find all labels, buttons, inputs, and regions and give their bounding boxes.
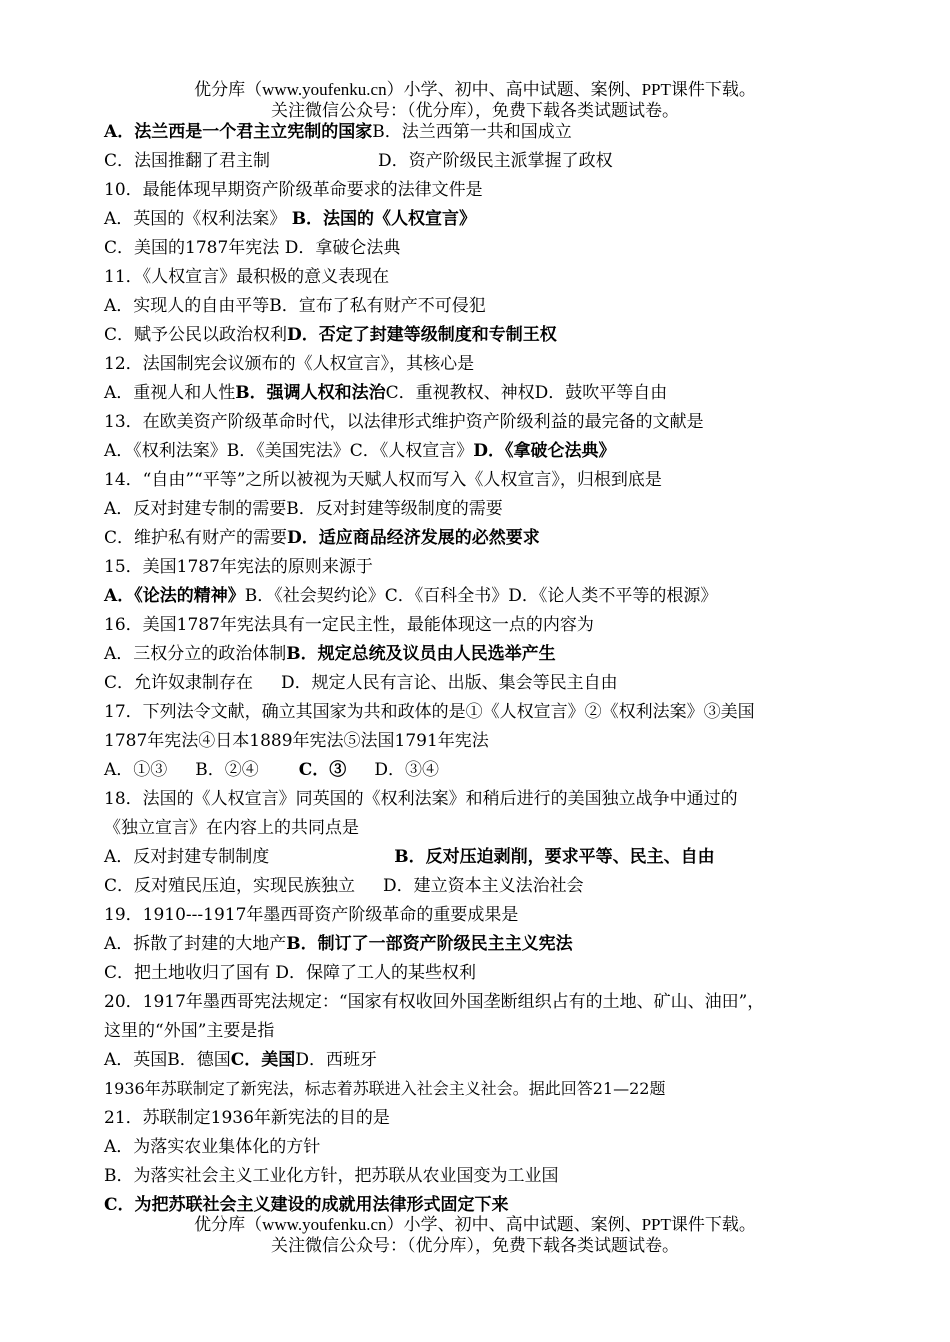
q11-option-c: C．赋予公民以政治权利 [104, 325, 288, 345]
footer-line-2: 关注微信公众号：（优分库），免费下载各类试题试卷。 [271, 1236, 679, 1255]
q18-option-a: A．反对封建专制制度 [104, 847, 270, 867]
q9-option-b: B．法兰西第一共和国成立 [372, 122, 572, 142]
q13-option-b: B．《美国宪法》 [226, 441, 350, 461]
q21-option-a: A．为落实农业集体化的方针 [104, 1137, 321, 1157]
q13-option-c: C．《人权宣言》 [349, 441, 474, 461]
q16-stem: 16．美国1787年宪法具有一定民主性，最能体现这一点的内容为 [104, 615, 594, 635]
header-line-2: 关注微信公众号：（优分库），免费下载各类试题试卷。 [271, 101, 679, 120]
footer-line-1: 优分库（www.youfenku.cn）小学、初中、高中试题、案例、PPT课件下载。 [194, 1215, 756, 1234]
q20-options [104, 1048, 890, 1072]
q18-stem-line1: 18．法国的《人权宣言》同英国的《权利法案》和稍后进行的美国独立战争中通过的 [104, 789, 738, 809]
q20-stem-line2: 这里的“外国”主要是指 [104, 1021, 275, 1041]
q9-options-row1 [104, 120, 890, 144]
q16-option-b: B．规定总统及议员由人民选举产生 [286, 644, 556, 664]
q10-option-b: B．法国的《人权宣言》 [291, 209, 477, 229]
q11-options-row2 [104, 323, 890, 347]
q12-option-a: A．重视人和人性 [104, 383, 236, 403]
q18-options-row2 [104, 874, 890, 898]
q19-option-a: A．拆散了封建的大地产 [104, 934, 287, 954]
q12-options [104, 381, 890, 405]
q18-option-b: B．反对压迫剥削，要求平等、民主、自由 [394, 847, 715, 867]
q18-stem-line2: 《独立宣言》在内容上的共同点是 [104, 818, 359, 838]
q16-option-c: C．允许奴隶制存在 [104, 673, 254, 693]
q17-stem-line1: 17．下列法令文献，确立其国家为共和政体的是①《人权宣言》②《权利法案》③美国 [104, 702, 755, 722]
q14-options-row1 [104, 497, 890, 521]
q10-option-d: D．拿破仑法典 [284, 238, 401, 258]
q19-option-c: C．把土地收归了国有 [104, 963, 271, 983]
q9-option-a: A．法兰西是一个君主立宪制的国家 [104, 122, 373, 142]
q15-option-c: C．《百科全书》 [384, 586, 509, 606]
q19-options-row2 [104, 961, 890, 985]
q11-option-a: A．实现人的自由平等 [104, 296, 270, 316]
q16-option-d: D．规定人民有言论、出版、集会等民主自由 [281, 673, 618, 693]
q19-option-d: D．保障了工人的某些权利 [275, 963, 477, 983]
q12-option-c: C．重视教权、神权 [385, 383, 535, 403]
q9-option-d: D．资产阶级民主派掌握了政权 [378, 151, 613, 171]
q21-22-intro: 1936年苏联制定了新宪法，标志着苏联进入社会主义社会。据此回答21—22题 [104, 1079, 666, 1098]
q15-stem: 15．美国1787年宪法的原则来源于 [104, 557, 373, 577]
q14-option-b: B．反对封建等级制度的需要 [286, 499, 503, 519]
q15-option-d: D．《论人类不平等的根源》 [508, 586, 718, 606]
q15-option-a: A．《论法的精神》 [104, 586, 245, 606]
q21-option-b: B．为落实社会主义工业化方针，把苏联从农业国变为工业国 [104, 1166, 559, 1186]
q12-option-b: B．强调人权和法治 [235, 383, 386, 403]
q9-option-c: C．法国推翻了君主制 [104, 151, 271, 171]
header-line-1: 优分库（www.youfenku.cn）小学、初中、高中试题、案例、PPT课件下载。 [194, 80, 756, 99]
q13-stem: 13．在欧美资产阶级革命时代，以法律形式维护资产阶级利益的最完备的文献是 [104, 412, 704, 432]
q14-options-row2 [104, 526, 890, 550]
q11-stem: 11．《人权宣言》最积极的意义表现在 [104, 267, 390, 287]
q20-stem-line1: 20．1917年墨西哥宪法规定：“国家有权收回外国垄断组织占有的土地、矿山、油田”， [104, 992, 765, 1012]
q13-option-d: D．《拿破仑法典》 [473, 441, 616, 461]
q21-option-c: C．为把苏联社会主义建设的成就用法律形式固定下来 [104, 1195, 509, 1215]
q10-option-c: C．美国的1787年宪法 [104, 238, 280, 258]
q10-option-a: A．英国的《权利法案》 [104, 209, 287, 229]
q13-option-a: A．《权利法案》 [104, 441, 227, 461]
q15-option-b: B．《社会契约论》 [244, 586, 385, 606]
q15-options [104, 584, 890, 608]
q10-options-row1 [104, 207, 890, 231]
q17-option-a: A．①③ [104, 760, 168, 780]
q12-stem: 12．法国制宪会议颁布的《人权宣言》，其核心是 [104, 354, 475, 374]
q17-option-b: B．②④ [195, 760, 259, 780]
q18-option-d: D．建立资本主义法治社会 [383, 876, 584, 896]
q11-option-d: D．否定了封建等级制度和专制王权 [287, 325, 557, 345]
q19-option-b: B．制订了一部资产阶级民主主义宪法 [286, 934, 573, 954]
q21-stem: 21．苏联制定1936年新宪法的目的是 [104, 1108, 390, 1128]
q18-option-c: C．反对殖民压迫，实现民族独立 [104, 876, 356, 896]
q17-option-c: C．③ [298, 760, 347, 780]
q16-options-row1 [104, 642, 890, 666]
q14-stem: 14．“自由”“平等”之所以被视为天赋人权而写入《人权宣言》，归根到底是 [104, 470, 662, 490]
q19-options-row1 [104, 932, 890, 956]
q16-options-row2 [104, 671, 890, 695]
q17-options [104, 758, 890, 782]
q20-option-c: C．美国 [230, 1050, 296, 1070]
q20-option-d: D．西班牙 [295, 1050, 377, 1070]
q17-option-d: D．③④ [374, 760, 439, 780]
q19-stem: 19．1910---1917年墨西哥资产阶级革命的重要成果是 [104, 905, 519, 925]
q20-option-b: B．德国 [167, 1050, 231, 1070]
q13-options [104, 439, 890, 463]
q10-stem: 10．最能体现早期资产阶级革命要求的法律文件是 [104, 180, 483, 200]
q18-options-row1 [104, 845, 890, 869]
q20-option-a: A．英国 [104, 1050, 168, 1070]
q16-option-a: A．三权分立的政治体制 [104, 644, 287, 664]
q11-option-b: B．宣布了私有财产不可侵犯 [269, 296, 486, 316]
q9-options-row2 [104, 149, 890, 173]
q12-option-d: D．鼓吹平等自由 [534, 383, 668, 403]
q14-option-d: D．适应商品经济发展的必然要求 [287, 528, 540, 548]
q10-options-row2 [104, 236, 890, 260]
q11-options-row1 [104, 294, 890, 318]
q14-option-c: C．维护私有财产的需要 [104, 528, 288, 548]
q17-stem-line2: 1787年宪法④日本1889年宪法⑤法国1791年宪法 [104, 731, 489, 751]
q14-option-a: A．反对封建专制的需要 [104, 499, 287, 519]
